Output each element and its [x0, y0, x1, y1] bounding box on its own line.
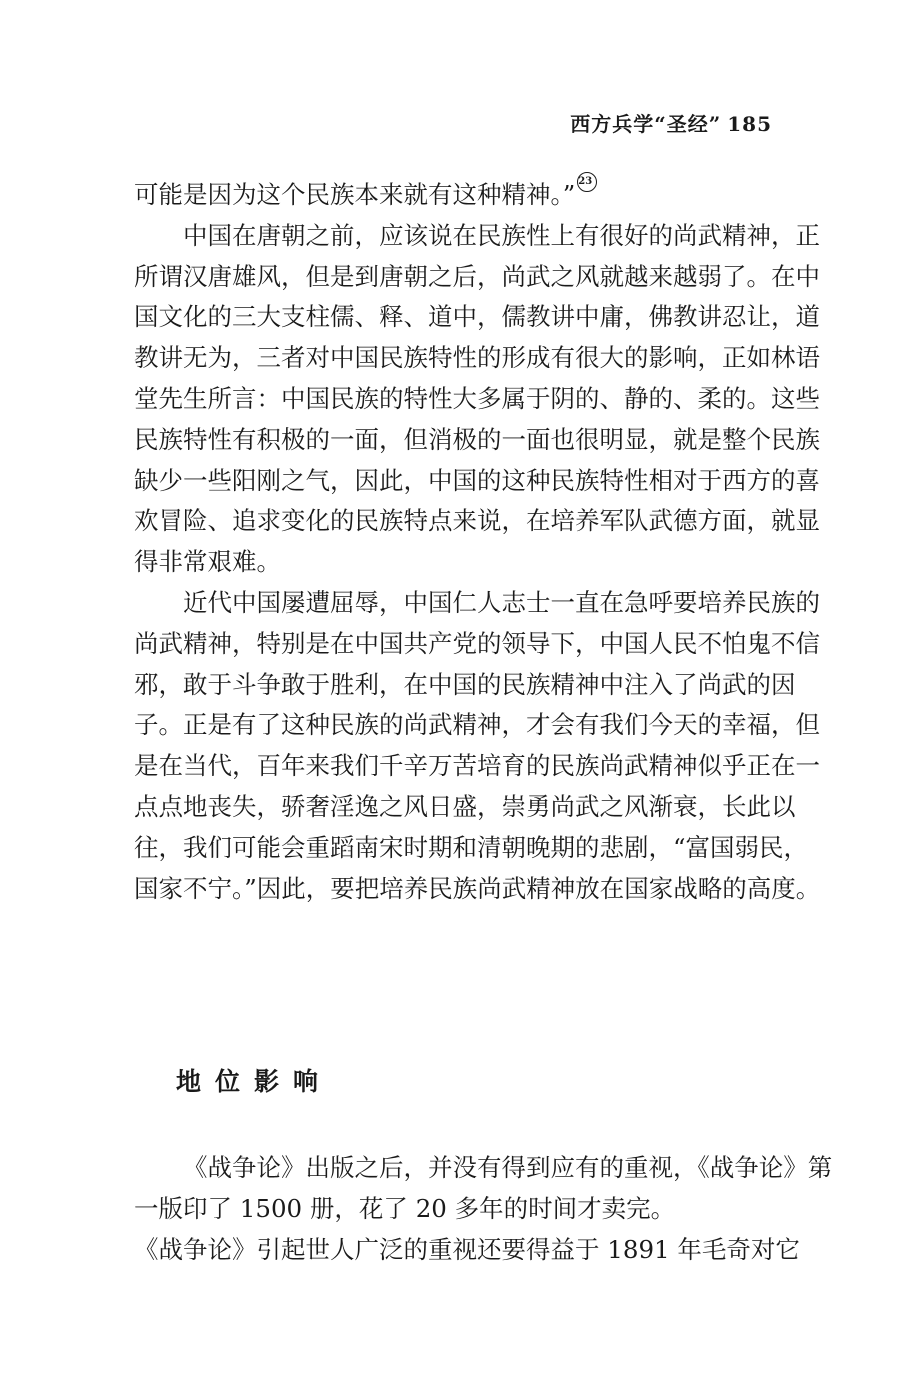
page-number: 185	[727, 112, 772, 136]
main-text	[134, 175, 821, 909]
header-title: 西方兵学“圣经”	[570, 112, 722, 136]
text-line: 是在当代，百年来我们千辛万苦培育的民族尚武精神似乎正在一	[134, 751, 820, 781]
footnote-marker[interactable]: 23	[577, 172, 597, 192]
text-line: 子。正是有了这种民族的尚武精神，才会有我们今天的幸福，但	[134, 710, 820, 740]
text-line: 缺少一些阳刚之气，因此，中国的这种民族特性相对于西方的喜	[134, 465, 820, 495]
section-paragraph-1	[134, 1148, 833, 1230]
text-line: 一版印了 1500 册，花了 20 多年的时间才卖完。	[134, 1193, 676, 1223]
text-line	[134, 175, 774, 216]
text-line: 教讲无为，三者对中国民族特性的形成有很大的影响，正如林语	[134, 343, 820, 373]
text-line: 点点地丧失，骄奢淫逸之风日盛，崇勇尚武之风渐衰，长此以	[134, 791, 796, 821]
text-line: 国家不宁。”因此，要把培养民族尚武精神放在国家战略的高度。	[134, 873, 821, 903]
text-line: 邪，敢于斗争敢于胜利，在中国的民族精神中注入了尚武的因	[134, 669, 796, 699]
text-line: 《战争论》引起世人广泛的重视还要得益于 1891 年毛奇对它	[134, 1234, 800, 1264]
section-paragraph-2	[134, 1230, 800, 1271]
text-line: 尚武精神，特别是在中国共产党的领导下，中国人民不怕鬼不信	[134, 628, 820, 658]
paragraph-1	[134, 175, 774, 216]
text-line: 民族特性有积极的一面，但消极的一面也很明显，就是整个民族	[134, 424, 820, 454]
text-line: 近代中国屡遭屈辱，中国仁人志士一直在急呼要培养民族的	[183, 587, 820, 617]
section-text	[134, 1148, 833, 1270]
text-line: 往，我们可能会重蹈南宋时期和清朝晚期的悲剧，“富国弱民，	[134, 832, 809, 862]
paragraph-2	[134, 216, 820, 583]
text-line: 《战争论》出版之后，并没有得到应有的重视，《战争论》第	[183, 1153, 833, 1182]
text-line: 国文化的三大支柱儒、释、道中，儒教讲中庸，佛教讲忍让，道	[134, 302, 820, 332]
text-line: 中国在唐朝之前，应该说在民族性上有很好的尚武精神，正	[183, 220, 820, 250]
text-line: 欢冒险、追求变化的民族特点来说，在培养军队武德方面，就显	[134, 506, 820, 536]
section-heading: 地位影响	[176, 1067, 333, 1096]
text-line-content: 可能是因为这个民族本来就有这种精神。”	[134, 180, 576, 209]
running-header	[570, 108, 772, 137]
text-line: 堂先生所言：中国民族的特性大多属于阴的、静的、柔的。这些	[134, 383, 820, 413]
paragraph-3	[134, 583, 821, 909]
text-line: 所谓汉唐雄风，但是到唐朝之后，尚武之风就越来越弱了。在中	[134, 261, 820, 291]
text-line: 得非常艰难。	[134, 547, 281, 577]
